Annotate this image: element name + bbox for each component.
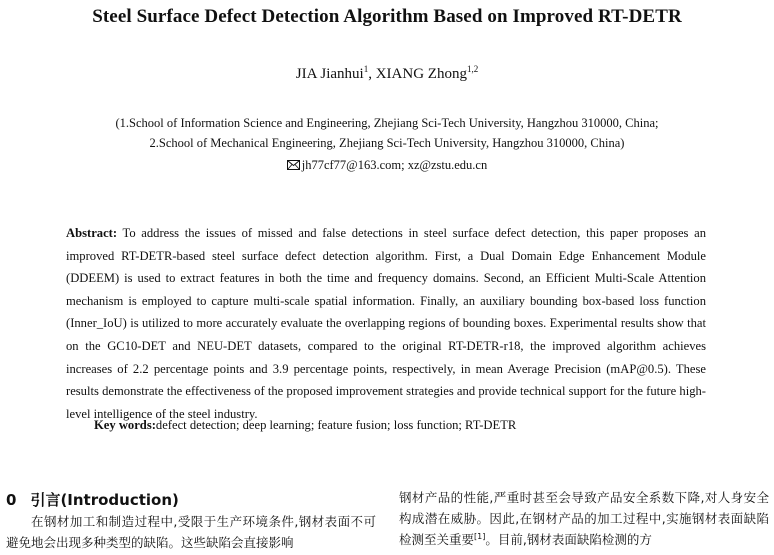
left-column: [6, 489, 376, 553]
author-affiliation-mark: 1,2: [466, 64, 479, 74]
keywords-label: Key words:: [94, 418, 156, 432]
paper-title: Steel Surface Defect Detection Algorithm Based on Improved RT-DETR: [92, 6, 682, 27]
author-name: JIA Jianhui: [295, 66, 364, 82]
citation-mark[interactable]: [1]: [474, 531, 486, 541]
envelope-icon: [287, 160, 300, 170]
email-line: [0, 158, 774, 173]
keywords-text: defect detection; deep learning; feature fusion; loss function; RT-DETR: [155, 418, 517, 432]
section-heading: [6, 489, 376, 511]
email-addresses: jh77cf77@163.com; xz@zstu.edu.cn: [301, 158, 488, 172]
right-body-paragraph: [399, 487, 769, 550]
abstract-text: To address the issues of missed and false detections in steel surface defect detection, this paper proposes an improved RT-DETR-based steel surface defect detection algorithm. First, a Dual Domain Edge Enhancement Module (DDEEM) is used to extract features in both the time and frequency domains. Second, an Efficient Multi-Scale Attention mechanism is employed to capture multi-scale spatial information. Finally, an auxiliary bounding box-based loss function (Inner_IoU) is utilized to more accurately evaluate the overlapping regions of bounding boxes. Experimental results show that on the GC10-DET and NEU-DET datasets, compared to the original RT-DETR-r18, the improved algorithm achieves increases of 2.2 percentage points and 3.9 percentage points, respectively, in mean Average Precision (mAP@0.5). These results demonstrate the effectiveness of the proposed improvement strategies and provide technical support for the future high-level intelligence of the steel industry.: [66, 226, 706, 421]
right-column: [399, 487, 769, 550]
affiliation-2: 2.School of Mechanical Engineering, Zhejiang Sci-Tech University, Hangzhou 310000, China): [149, 136, 625, 150]
abstract-label: Abstract:: [66, 226, 118, 240]
abstract: [66, 222, 706, 425]
right-body-text: 钢材产品的性能,严重时甚至会导致产品安全系数下降,对人身安全构成潜在威胁。因此,在钢材产品的加工过程中,实施钢材表面缺陷检测至关重要: [399, 490, 769, 547]
keywords: [94, 418, 516, 433]
affiliation-1: (1.School of Information Science and Engineering, Zhejiang Sci-Tech University, Hangzhou 310000, China;: [115, 116, 659, 130]
author-separator: ,: [368, 66, 376, 82]
author-line: [0, 66, 774, 83]
left-body-text: 在钢材加工和制造过程中,受限于生产环境条件,钢材表面不可避免地会出现多种类型的缺陷。这些缺陷会直接影响: [6, 514, 376, 550]
author-name: XIANG Zhong: [375, 66, 467, 82]
section-title: 引言(Introduction): [30, 491, 179, 509]
right-body-text-continued: 。目前,钢材表面缺陷检测的方: [485, 532, 652, 547]
author-affiliation-mark: 1: [363, 64, 369, 74]
section-number: 0: [6, 491, 17, 509]
